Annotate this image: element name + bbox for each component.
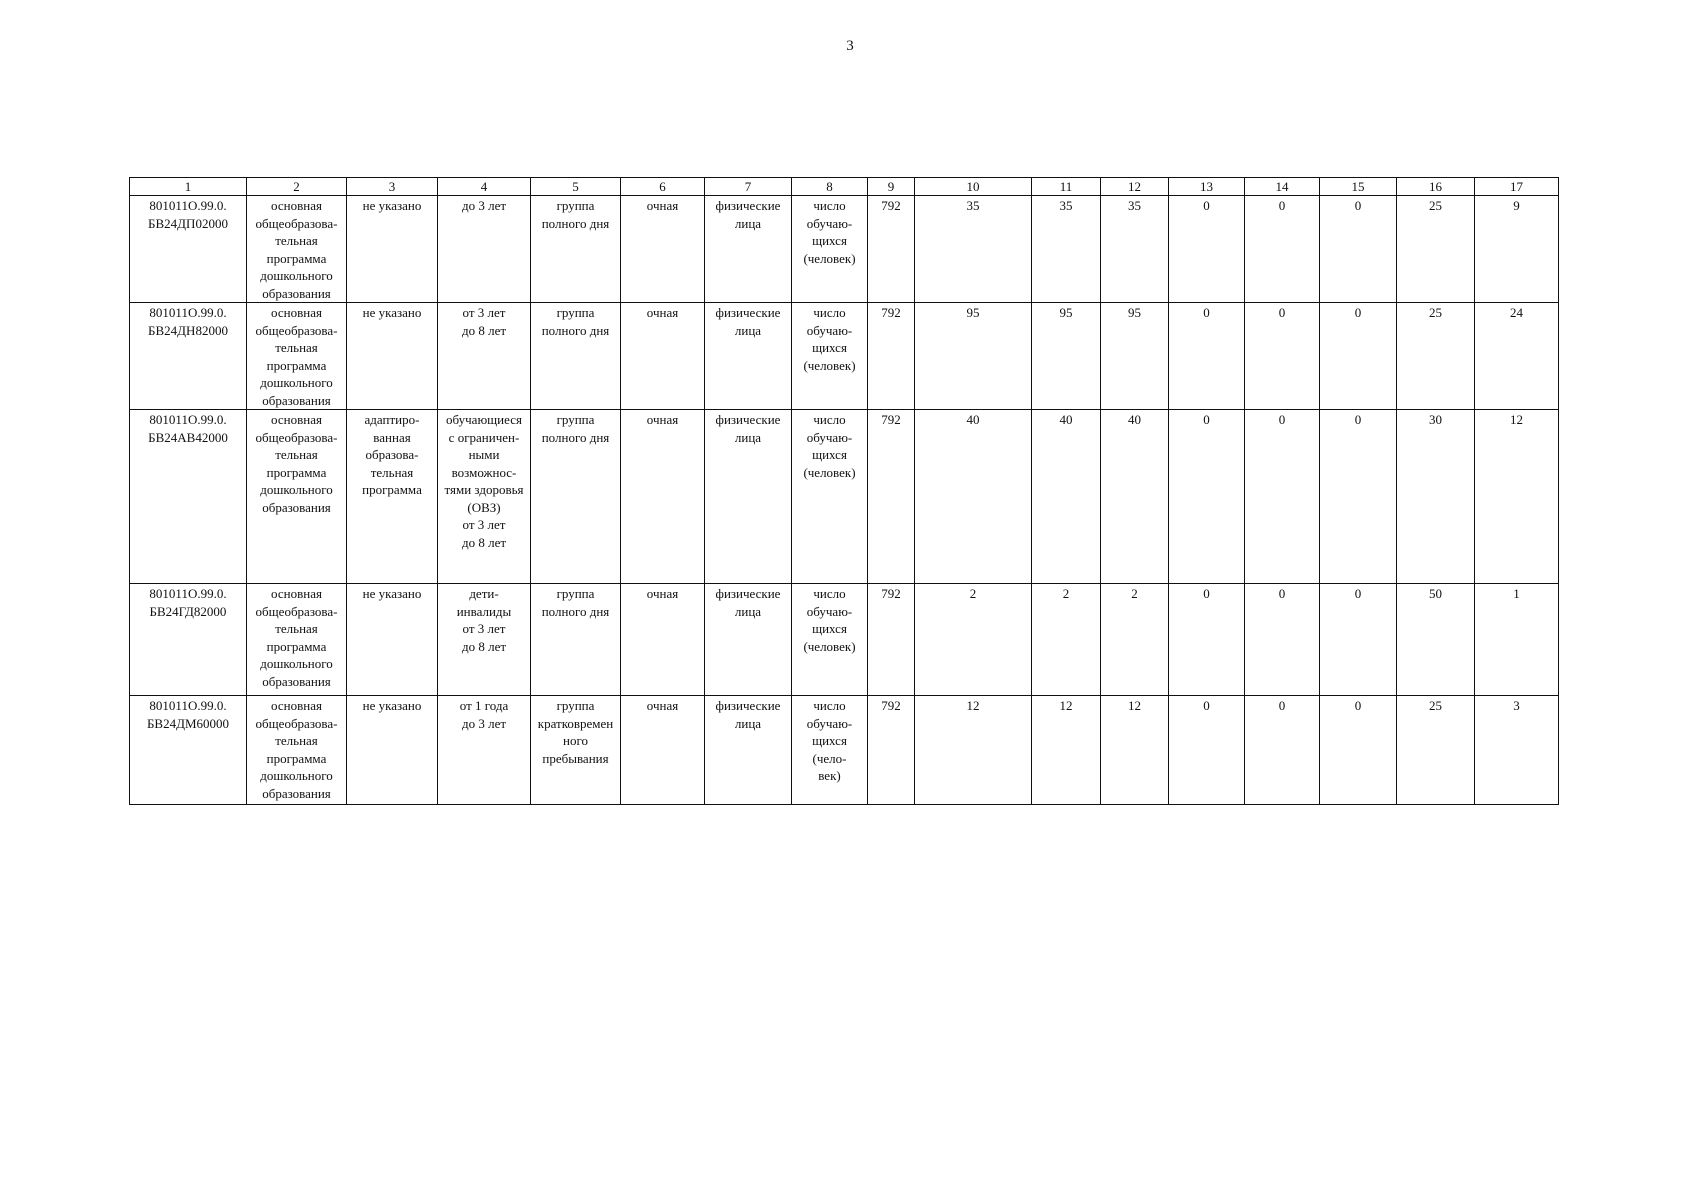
cell-indicator	[792, 584, 868, 696]
cell-consumers	[705, 696, 792, 805]
cell-program-name	[247, 410, 347, 584]
cell-text-line: инвалиды	[456, 603, 512, 619]
cell-text-line: век)	[818, 768, 841, 783]
cell-consumers	[705, 410, 792, 584]
cell-text-line: (человек)	[803, 357, 856, 373]
cell-text-line: ными	[468, 447, 500, 462]
cell-text-line: общеобразова-	[255, 715, 338, 731]
cell-text-line: до 8 лет	[461, 534, 507, 550]
col-header-6: 6	[621, 178, 705, 196]
table-row	[130, 584, 1559, 696]
cell-value-extra: 12	[1475, 410, 1559, 584]
cell-text-line: образования	[262, 285, 331, 301]
cell-value-extra: 1	[1475, 584, 1559, 696]
cell-text-line: общеобразова-	[255, 603, 338, 619]
cell-text-line: тельная	[275, 621, 318, 636]
cell-deviation-excess: 0	[1245, 196, 1320, 303]
cell-text-line: обучаю-	[806, 715, 853, 731]
col-header-8: 8	[792, 178, 868, 196]
cell-unit-code: 792	[868, 584, 915, 696]
cell-text-line: группа	[556, 698, 595, 713]
cell-text-line: возможнос-	[451, 464, 517, 480]
cell-text-line: тельная	[370, 464, 414, 480]
cell-deviation-permitted: 0	[1169, 584, 1245, 696]
cell-value-actual: 35	[1101, 196, 1169, 303]
cell-deviation-excess: 0	[1245, 696, 1320, 805]
cell-stay-mode	[531, 410, 621, 584]
table-row	[130, 410, 1559, 584]
cell-indicator	[792, 303, 868, 410]
cell-registry-code	[130, 584, 247, 696]
cell-average-fee: 25	[1397, 196, 1475, 303]
cell-value-approved: 95	[915, 303, 1032, 410]
cell-text-line: щихся	[812, 340, 847, 355]
cell-text-line: (человек)	[803, 464, 856, 480]
cell-value-approved-on-date: 35	[1032, 196, 1101, 303]
cell-text-line: дети-	[469, 586, 499, 601]
cell-text-line: обучаю-	[806, 215, 853, 231]
cell-text-line: лица	[734, 429, 762, 445]
cell-text-line: тями здоровья	[444, 482, 524, 497]
cell-registry-code	[130, 196, 247, 303]
cell-program-type	[347, 410, 438, 584]
cell-program-name	[247, 584, 347, 696]
cell-text-line: адаптиро-	[364, 412, 420, 427]
cell-program-name	[247, 696, 347, 805]
cell-deviation-excess: 0	[1245, 303, 1320, 410]
cell-text-line: не указано	[362, 305, 422, 320]
cell-text-line: физические	[715, 698, 781, 713]
table-body	[130, 196, 1559, 805]
cell-stay-mode	[531, 584, 621, 696]
cell-program-name	[247, 303, 347, 410]
cell-value-actual: 12	[1101, 696, 1169, 805]
cell-text-line: очная	[646, 698, 679, 713]
cell-text-line: программа	[362, 482, 422, 497]
cell-value-approved: 2	[915, 584, 1032, 696]
cell-value-approved-on-date: 2	[1032, 584, 1101, 696]
cell-text-line: основная	[271, 698, 322, 713]
cell-text-line: лица	[734, 715, 762, 731]
cell-text-line: до 3 лет	[461, 198, 507, 213]
cell-text-line: от 3 лет	[462, 621, 506, 636]
cell-value-extra: 3	[1475, 696, 1559, 805]
cell-text-line: дошкольного	[260, 375, 333, 390]
cell-average-fee: 25	[1397, 303, 1475, 410]
cell-text-line: БВ24ДМ60000	[146, 715, 230, 731]
table-row	[130, 303, 1559, 410]
cell-consumers	[705, 584, 792, 696]
cell-value-approved-on-date: 40	[1032, 410, 1101, 584]
cell-unit-code: 792	[868, 196, 915, 303]
cell-text-line: очная	[646, 198, 679, 213]
cell-text-line: ного	[563, 733, 588, 748]
cell-text-line: кратковремен	[537, 715, 614, 731]
cell-text-line: число	[813, 586, 846, 601]
cell-education-form	[621, 584, 705, 696]
cell-text-line: тельная	[275, 447, 318, 462]
cell-text-line: образования	[262, 499, 331, 515]
cell-text-line: образования	[262, 785, 331, 801]
cell-text-line: не указано	[362, 198, 422, 213]
cell-program-type	[347, 303, 438, 410]
col-header-17: 17	[1475, 178, 1559, 196]
cell-value-approved: 35	[915, 196, 1032, 303]
col-header-15: 15	[1320, 178, 1397, 196]
cell-text-line: (человек)	[803, 250, 856, 266]
cell-text-line: группа	[556, 198, 595, 213]
cell-text-line: группа	[556, 412, 595, 427]
cell-text-line: до 8 лет	[461, 322, 507, 338]
cell-text-line: лица	[734, 603, 762, 619]
col-header-12: 12	[1101, 178, 1169, 196]
cell-value-actual: 2	[1101, 584, 1169, 696]
cell-text-line: программа	[266, 357, 327, 373]
col-header-4: 4	[438, 178, 531, 196]
cell-text-line: физические	[715, 586, 781, 601]
cell-deviation-permitted: 0	[1169, 196, 1245, 303]
cell-text-line: (человек)	[803, 638, 856, 654]
table-row	[130, 696, 1559, 805]
cell-text-line: число	[813, 305, 846, 320]
cell-text-line: 801011О.99.0.	[149, 198, 227, 213]
cell-text-line: дошкольного	[260, 268, 333, 283]
cell-text-line: обучаю-	[806, 429, 853, 445]
cell-education-form	[621, 303, 705, 410]
cell-deviation-permitted: 0	[1169, 303, 1245, 410]
col-header-2: 2	[247, 178, 347, 196]
cell-indicator	[792, 696, 868, 805]
col-header-3: 3	[347, 178, 438, 196]
cell-text-line: дошкольного	[260, 768, 333, 783]
cell-deviation-excess: 0	[1245, 584, 1320, 696]
cell-text-line: тельная	[275, 733, 318, 748]
cell-text-line: очная	[646, 305, 679, 320]
cell-text-line: (чело-	[812, 750, 847, 766]
cell-text-line: группа	[556, 305, 595, 320]
col-header-9: 9	[868, 178, 915, 196]
cell-value-actual: 40	[1101, 410, 1169, 584]
cell-text-line: обучаю-	[806, 322, 853, 338]
cell-consumers	[705, 303, 792, 410]
cell-consumers	[705, 196, 792, 303]
cell-education-form	[621, 696, 705, 805]
cell-text-line: полного дня	[541, 322, 610, 338]
cell-value-extra: 24	[1475, 303, 1559, 410]
cell-text-line: очная	[646, 412, 679, 427]
cell-consumer-category	[438, 410, 531, 584]
col-header-5: 5	[531, 178, 621, 196]
col-header-14: 14	[1245, 178, 1320, 196]
cell-text-line: очная	[646, 586, 679, 601]
cell-stay-mode	[531, 696, 621, 805]
cell-text-line: лица	[734, 215, 762, 231]
cell-text-line: с ограничен-	[448, 429, 520, 445]
cell-text-line: образования	[262, 673, 331, 689]
cell-program-type	[347, 696, 438, 805]
cell-text-line: от 3 лет	[462, 517, 506, 532]
cell-text-line: обучающиеся	[446, 412, 522, 427]
cell-deviation-permitted: 0	[1169, 410, 1245, 584]
cell-text-line: образования	[262, 392, 331, 408]
cell-text-line: дошкольного	[260, 482, 333, 497]
cell-text-line: от 1 года	[459, 698, 509, 713]
cell-text-line: 801011О.99.0.	[149, 305, 227, 320]
cell-text-line: физические	[715, 412, 781, 427]
cell-registry-code	[130, 696, 247, 805]
cell-text-line: программа	[266, 750, 327, 766]
cell-consumer-category	[438, 303, 531, 410]
cell-unit-code: 792	[868, 410, 915, 584]
cell-text-line: БВ24ДП02000	[148, 215, 228, 231]
cell-program-type	[347, 196, 438, 303]
service-volume-table	[129, 177, 1559, 805]
cell-text-line: обучаю-	[806, 603, 853, 619]
cell-deviation-reason: 0	[1320, 303, 1397, 410]
cell-registry-code	[130, 410, 247, 584]
cell-text-line: щихся	[812, 621, 847, 636]
cell-value-approved: 40	[915, 410, 1032, 584]
cell-text-line: полного дня	[541, 429, 610, 445]
cell-text-line: 801011О.99.0.	[149, 412, 227, 427]
cell-text-line: пребывания	[542, 750, 609, 766]
cell-text-line: тельная	[275, 340, 318, 355]
page-number: 3	[846, 38, 854, 54]
cell-value-extra: 9	[1475, 196, 1559, 303]
cell-text-line: общеобразова-	[255, 215, 338, 231]
cell-text-line: дошкольного	[260, 656, 333, 671]
cell-text-line: физические	[715, 198, 781, 213]
cell-average-fee: 50	[1397, 584, 1475, 696]
cell-consumer-category	[438, 584, 531, 696]
cell-text-line: 801011О.99.0.	[149, 698, 227, 713]
cell-text-line: ванная	[373, 429, 411, 445]
column-number-row	[130, 178, 1559, 196]
table-row	[130, 196, 1559, 303]
cell-text-line: число	[813, 698, 846, 713]
cell-text-line: от 3 лет	[462, 305, 506, 320]
cell-deviation-permitted: 0	[1169, 696, 1245, 805]
cell-text-line: до 8 лет	[461, 638, 507, 654]
cell-text-line: основная	[271, 198, 322, 213]
col-header-10: 10	[915, 178, 1032, 196]
cell-text-line: до 3 лет	[461, 715, 507, 731]
cell-text-line: лица	[734, 322, 762, 338]
cell-deviation-reason: 0	[1320, 410, 1397, 584]
cell-indicator	[792, 196, 868, 303]
cell-text-line: 801011О.99.0.	[149, 586, 227, 601]
col-header-11: 11	[1032, 178, 1101, 196]
cell-text-line: щихся	[812, 733, 847, 748]
cell-average-fee: 30	[1397, 410, 1475, 584]
cell-average-fee: 25	[1397, 696, 1475, 805]
col-header-16: 16	[1397, 178, 1475, 196]
cell-text-line: образова-	[365, 447, 419, 462]
cell-text-line: БВ24ДН82000	[148, 322, 228, 338]
cell-text-line: тельная	[275, 233, 318, 248]
cell-education-form	[621, 196, 705, 303]
cell-text-line: не указано	[362, 698, 422, 713]
cell-unit-code: 792	[868, 696, 915, 805]
cell-text-line: группа	[556, 586, 595, 601]
cell-text-line: основная	[271, 586, 322, 601]
col-header-13: 13	[1169, 178, 1245, 196]
cell-stay-mode	[531, 196, 621, 303]
cell-text-line: программа	[266, 464, 327, 480]
col-header-1: 1	[130, 178, 247, 196]
cell-text-line: (ОВЗ)	[467, 499, 501, 515]
cell-value-actual: 95	[1101, 303, 1169, 410]
cell-value-approved-on-date: 95	[1032, 303, 1101, 410]
col-header-7: 7	[705, 178, 792, 196]
cell-stay-mode	[531, 303, 621, 410]
cell-text-line: БВ24ГД82000	[149, 603, 227, 619]
cell-text-line: программа	[266, 250, 327, 266]
cell-deviation-reason: 0	[1320, 196, 1397, 303]
cell-text-line: общеобразова-	[255, 322, 338, 338]
cell-text-line: БВ24АВ42000	[148, 429, 228, 445]
cell-text-line: щихся	[812, 447, 847, 462]
cell-deviation-reason: 0	[1320, 584, 1397, 696]
cell-education-form	[621, 410, 705, 584]
cell-deviation-reason: 0	[1320, 696, 1397, 805]
cell-consumer-category	[438, 696, 531, 805]
cell-text-line: основная	[271, 305, 322, 320]
cell-consumer-category	[438, 196, 531, 303]
cell-unit-code: 792	[868, 303, 915, 410]
cell-indicator	[792, 410, 868, 584]
cell-text-line: щихся	[812, 233, 847, 248]
cell-program-type	[347, 584, 438, 696]
cell-value-approved-on-date: 12	[1032, 696, 1101, 805]
cell-text-line: полного дня	[541, 215, 610, 231]
cell-text-line: общеобразова-	[255, 429, 338, 445]
cell-text-line: число	[813, 198, 846, 213]
cell-text-line: не указано	[362, 586, 422, 601]
cell-value-approved: 12	[915, 696, 1032, 805]
cell-deviation-excess: 0	[1245, 410, 1320, 584]
cell-text-line: полного дня	[541, 603, 610, 619]
cell-program-name	[247, 196, 347, 303]
cell-text-line: число	[813, 412, 846, 427]
cell-registry-code	[130, 303, 247, 410]
cell-text-line: программа	[266, 638, 327, 654]
cell-text-line: физические	[715, 305, 781, 320]
cell-text-line: основная	[271, 412, 322, 427]
